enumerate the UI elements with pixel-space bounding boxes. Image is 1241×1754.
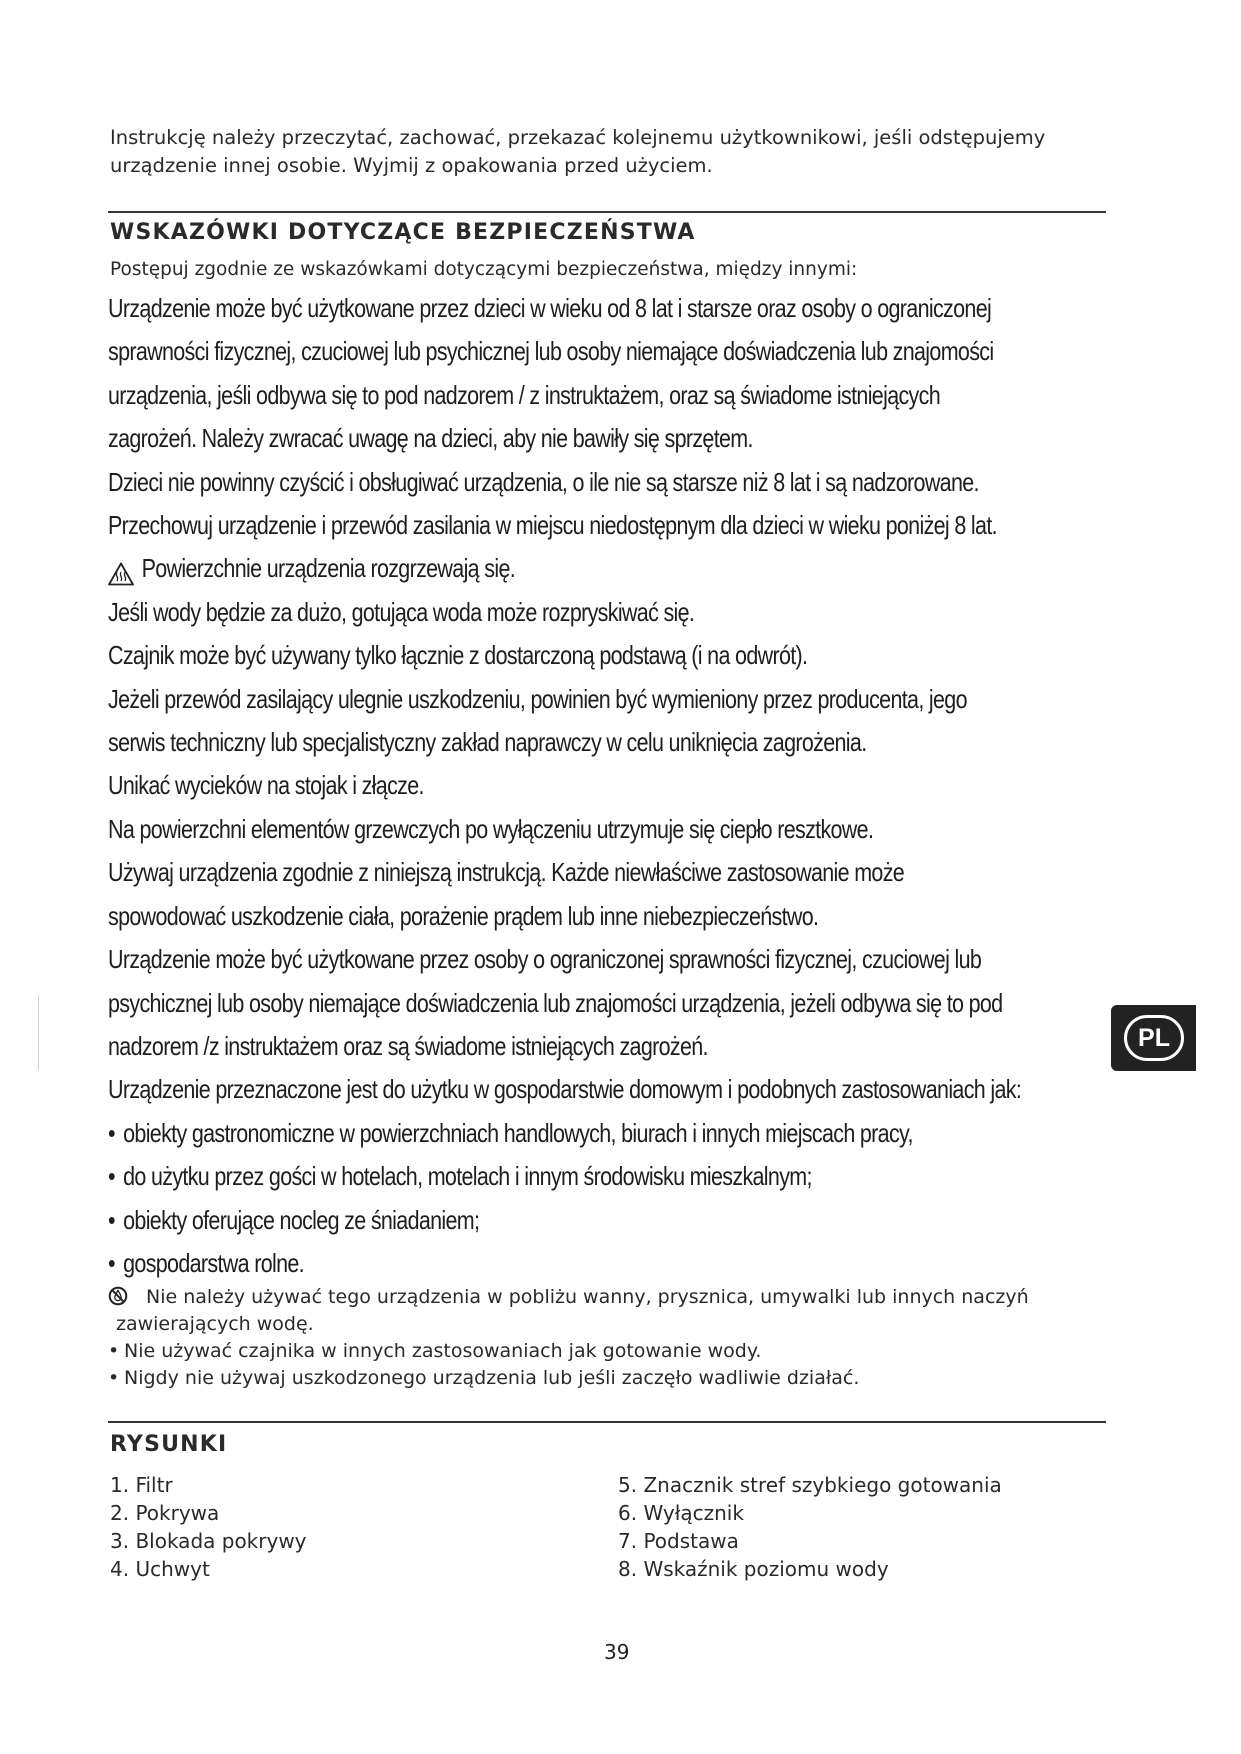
language-badge: PL (1124, 1015, 1184, 1061)
no-water-warning-text: Nie należy używać tego urządzenia w pobliżu wanny, prysznica, umywalki lub innych naczyń (146, 1286, 1029, 1308)
figures-heading: RYSUNKI (110, 1432, 228, 1457)
safety-line: Dzieci nie powinny czyścić i obsługiwać urządzenia, o ile nie są starsze niż 8 lat i są nadzorowane. (108, 468, 979, 497)
safety-line: Przechowuj urządzenie i przewód zasilania w miejscu niedostępnym dla dzieci w wieku poniżej 8 lat. (108, 512, 997, 541)
figures-list-right (618, 1471, 1002, 1583)
safety-line: sprawności fizycznej, czuciowej lub psychicznej lub osoby niemające doświadczenia lub znajomości (108, 338, 994, 367)
section-divider (108, 1421, 1106, 1423)
figure-item: 5. Znacznik stref szybkiego gotowania (618, 1473, 1002, 1497)
safety-line: spowodować uszkodzenie ciała, porażenie prądem lub inne niebezpieczeństwo. (108, 902, 819, 931)
safety-line: Jeżeli przewód zasilający ulegnie uszkodzeniu, powinien być wymieniony przez producenta, jego (108, 685, 967, 714)
safety-line: Urządzenie przeznaczone jest do użytku w gospodarstwie domowym i podobnych zastosowaniach jak: (108, 1076, 1022, 1105)
figure-item: 3. Blokada pokrywy (110, 1529, 307, 1553)
figure-item: 1. Filtr (110, 1473, 173, 1497)
additional-warnings (108, 1284, 1088, 1392)
safety-line: Czajnik może być używany tylko łącznie z dostarczoną podstawą (i na odwrót). (108, 642, 808, 671)
safety-lead: Postępuj zgodnie ze wskazówkami dotyczącymi bezpieczeństwa, między innymi: (110, 259, 858, 280)
safety-line: Urządzenie może być użytkowane przez dzieci w wieku od 8 lat i starsze oraz osoby o ograniczonej (108, 295, 992, 323)
safety-line: zagrożeń. Należy zwracać uwagę na dzieci, aby nie bawiły się sprzętem. (108, 425, 753, 454)
no-water-warning-cont: zawierających wodę. (116, 1313, 314, 1335)
intro-text: Instrukcję należy przeczytać, zachować, przekazać kolejnemu użytkownikowi, jeśli odstępujemy urządzenie innej osobie. Wyjmij z opakowania przed użyciem. (110, 126, 1046, 177)
safety-line: Jeśli wody będzie za dużo, gotująca woda może rozpryskiwać się. (108, 598, 695, 627)
figure-item: 7. Podstawa (618, 1529, 739, 1553)
safety-line: Unikać wycieków na stojak i złącze. (108, 772, 424, 801)
small-bullet: • Nigdy nie używaj uszkodzonego urządzenia lub jeśli zaczęło wadliwie działać. (108, 1365, 1088, 1392)
section-divider (108, 211, 1106, 213)
safety-line: psychicznej lub osoby niemające doświadczenia lub znajomości urządzenia, jeżeli odbywa się to pod (108, 989, 1003, 1018)
no-water-warning (108, 1284, 1088, 1311)
safety-heading: WSKAZÓWKI DOTYCZĄCE BEZPIECZEŃSTWA (110, 220, 696, 245)
no-water-prohibition-icon (108, 1286, 128, 1306)
figure-item: 2. Pokrywa (110, 1501, 220, 1525)
language-tab (1111, 1005, 1196, 1071)
page-number: 39 (604, 1640, 630, 1664)
safety-instructions (108, 288, 1022, 1286)
safety-line-hot-surface: Powierzchnie urządzenia rozgrzewają się. (141, 555, 516, 584)
safety-line: serwis techniczny lub specjalistyczny zakład naprawczy w celu uniknięcia zagrożenia. (108, 729, 867, 758)
figures-list-left (110, 1471, 307, 1583)
usage-bullet: • do użytku przez gości w hotelach, motelach i innym środowisku mieszkalnym; (108, 1156, 956, 1199)
figure-item: 4. Uchwyt (110, 1557, 210, 1581)
safety-line: nadzorem /z instruktażem oraz są świadome istniejących zagrożeń. (108, 1032, 708, 1061)
safety-line: Na powierzchni elementów grzewczych po wyłączeniu utrzymuje się ciepło resztkowe. (108, 815, 874, 844)
safety-line: Używaj urządzenia zgodnie z niniejszą instrukcją. Każde niewłaściwe zastosowanie może (108, 859, 905, 888)
usage-bullet: • gospodarstwa rolne. (108, 1243, 956, 1286)
scan-artifact-line (38, 995, 39, 1070)
usage-bullet: • obiekty gastronomiczne w powierzchniach handlowych, biurach i innych miejscach pracy, (108, 1113, 956, 1156)
usage-bullet: • obiekty oferujące nocleg ze śniadaniem; (108, 1200, 956, 1243)
small-bullet: • Nie używać czajnika w innych zastosowaniach jak gotowanie wody. (108, 1338, 1088, 1365)
figure-item: 8. Wskaźnik poziomu wody (618, 1557, 889, 1581)
figure-item: 6. Wyłącznik (618, 1501, 744, 1525)
safety-line: urządzenia, jeśli odbywa się to pod nadzorem / z instruktażem, oraz są świadome istniejących (108, 381, 940, 410)
safety-line: Urządzenie może być użytkowane przez osoby o ograniczonej sprawności fizycznej, czuciowej lub (108, 946, 982, 975)
